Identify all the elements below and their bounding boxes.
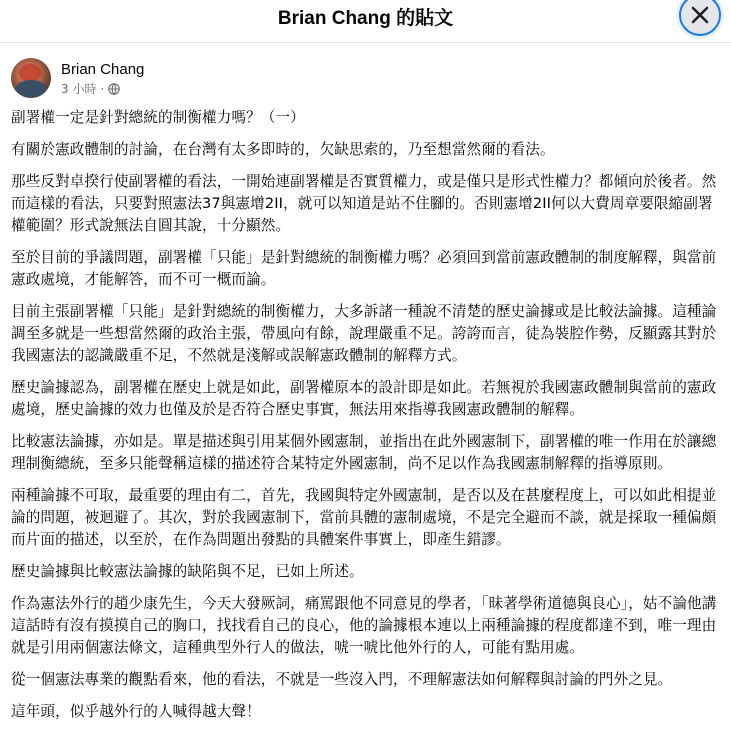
meta-separator: ·	[100, 81, 105, 96]
close-icon	[691, 6, 709, 24]
post-meta	[61, 82, 144, 96]
dialog-title: Brian Chang 的貼文	[277, 7, 454, 29]
author-block	[61, 61, 144, 96]
post-paragraph: 兩種論據不可取，最重要的理由有二，首先，我國與特定外國憲制，是否以及在甚麼程度上，可以如此相提並論的問題，被迴避了。其次，對於我國憲制下，當前具體的憲制處境，不是完全避而不談，就是採取一種偏頗而片面的描述，以至於，在作為問題出發點的具體案件事實上，即產生錯謬。	[11, 487, 717, 548]
post-paragraph: 歷史論據與比較憲法論據的缺陷與不足，已如上所述。	[11, 563, 364, 580]
post-paragraph: 副署權一定是針對總統的制衡權力嗎？（一）	[11, 109, 305, 126]
close-button[interactable]	[679, 0, 721, 36]
post-paragraph: 那些反對卓揆行使副署權的看法，一開始連副署權是否實質權力，或是僅只是形式性權力？都傾向於後者。然而這樣的看法，只要對照憲法37與憲增2II，就可以知道是站不住腳的。否則憲增2II何以大費周章要限縮副署權範圍？形式說無法自圓其說，十分顯然。	[11, 173, 717, 234]
header-divider	[0, 42, 731, 43]
post-timestamp[interactable]: 3 小時	[61, 81, 97, 96]
post-paragraph: 有關於憲政體制的討論，在台灣有太多即時的，欠缺思索的，乃至想當然爾的看法。	[11, 141, 555, 158]
post-paragraph: 至於目前的爭議問題，副署權「只能」是針對總統的制衡權力嗎？必須回到當前憲政體制的制度解釋，與當前憲政處境，才能解答，而不可一概而論。	[11, 249, 717, 288]
post-paragraph: 比較憲法論據，亦如是。單是描述與引用某個外國憲制，並指出在此外國憲制下，副署權的唯一作用在於讓總理制衡總統，至多只能聲稱這樣的描述符合某特定外國憲制，尚不足以作為我國憲制解釋的指導原則。	[11, 433, 717, 472]
post-paragraph: 目前主張副署權「只能」是針對總統的制衡權力，大多訴諸一種說不清楚的歷史論據或是比較法論據。這種論調至多就是一些想當然爾的政治主張，帶風向有餘，說理嚴重不足。誇誇而言，徒為裝腔作勢，反顯露其對於我國憲法的認識嚴重不足，不然就是淺解或誤解憲政體制的解釋方式。	[11, 303, 717, 364]
globe-icon	[108, 83, 120, 95]
author-name[interactable]: Brian Chang	[61, 60, 145, 78]
avatar[interactable]	[11, 58, 51, 98]
dialog-header	[0, 0, 731, 36]
post-paragraph: 歷史論據認為，副署權在歷史上就是如此，副署權原本的設計即是如此。若無視於我國憲政體制與當前的憲政處境，歷史論據的效力也僅及於是否符合歷史事實，無法用來指導我國憲政體制的解釋。	[11, 379, 717, 418]
post-paragraph: 從一個憲法專業的觀點看來，他的看法，不就是一些沒入門，不理解憲法如何解釋與討論的門外之見。	[11, 671, 673, 688]
post-paragraph: 作為憲法外行的趙少康先生，今天大發厥詞，痛罵跟他不同意見的學者，「昧著學術道德與良心」，姑不論他講這話時有沒有摸摸自己的胸口，找找看自己的良心，他的論據根本連以上兩種論據的程度都達不到，唯一理由就是引用兩個憲法條文，這種典型外行人的做法，唬一唬比他外行的人，可能有點用處。	[11, 595, 717, 656]
post-header	[11, 58, 144, 98]
post-body	[11, 107, 723, 733]
post-paragraph: 這年頭，似乎越外行的人喊得越大聲！	[11, 703, 261, 720]
